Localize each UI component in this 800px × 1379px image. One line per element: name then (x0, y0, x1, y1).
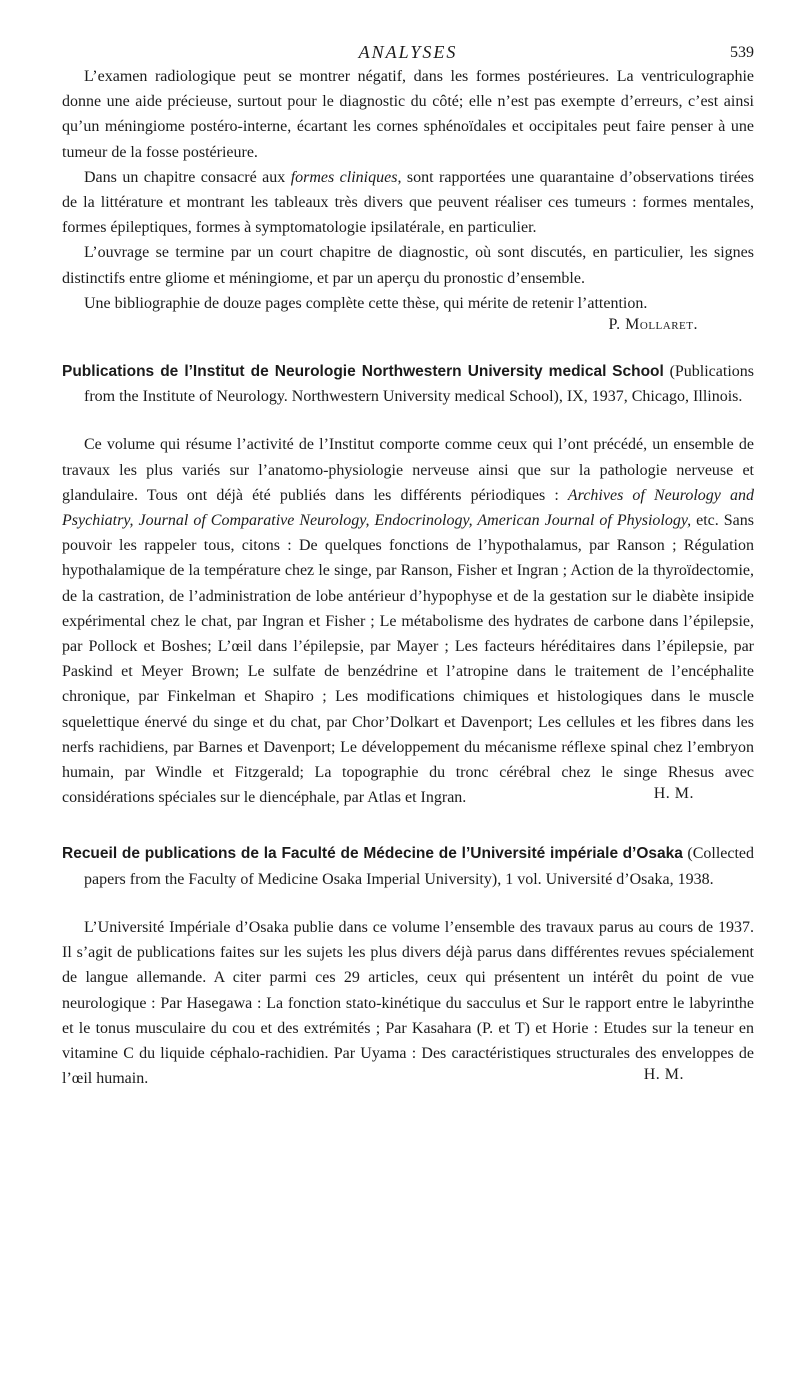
running-title: ANALYSES (358, 42, 458, 62)
running-header (62, 38, 754, 64)
reviewer-signature: H. M. (643, 1066, 684, 1084)
paragraph: L’examen radiologique peut se montrer négatif, dans les formes postérieures. La ventriculographie donne une aide précieuse, surtout pour le diagnostic du côté; elle n’est pas exempte d’erreurs, c’est ainsi qu’un méningiome postéro-interne, écartant les cornes sphénoïdales et occipitales peut faire penser à une tumeur de la fosse postérieure. (62, 68, 754, 161)
review-body: Ce volume qui résume l’activité de l’Institut comporte comme ceux qui l’ont précédé, un ensemble de travaux les plus variés sur l’anatomo-physiologie nerveuse ainsi que sur la pathologie nerveuse et glandulaire. Tous ont déjà été publiés dans les différents périodiques : Archives of Neurology and Psychiatry, Journal of Comparative Neurology, Endocrinology, American Journal of Physiology, etc. Sans pouvoir les rappeler tous, citons : De quelques fonctions de l’hypothalamus, par Ranson ; Régulation hypothalamique de la température chez le singe, par Ranson, Fisher et Ingran ; Action de la thyroïdectomie, de la castration, de l’administration de lobe antérieur d’hypophyse et de la gestation sur le diabète insipide expérimental chez le chat, par Ingran et Fisher ; Le métabolisme des hydrates de carbone dans l’épilepsie, par Pollock et Boshes; L’œil dans l’épilepsie, par Mayer ; Les facteurs héréditaires dans l’épilepsie, par Paskind et Meyer Brown; Le sulfate de benzédrine et l’atropine dans le traitement de l’encéphalite chronique, par Finkelman et Shapiro ; Les modifications chimiques et histologiques dans le muscle squelettique énervé du singe et du chat, par Chor’Dolkart et Davenport; Les cellules et les fibres dans les nerfs rachidiens, par Barnes et Davenport; Le développement du mécanisme réflexe spinal chez l’embryon humain, par Windle et Fitzgerald; La topographie du tronc cérébral chez le singe Rhesus avec considérations spéciales sur le diencéphale, par Atlas et Ingran. (62, 436, 755, 807)
review-title-bold-continued: d’Osaka (622, 845, 683, 863)
closing-paragraph: Une bibliographie de douze pages complète cette thèse, qui mérite de retenir l’attention. (84, 294, 648, 312)
reviewer-signature: P. Mollaret. (608, 316, 698, 334)
paragraph: Dans un chapitre consacré aux formes cliniques, sont rapportées une quarantaine d’observations tirées de la littérature et montrant les tableaux très divers que peuvent réaliser ces tumeurs : formes mentales, formes épileptiques, formes à symptomatologie ipsilatérale, en particulier. (62, 168, 754, 237)
paragraph: L’ouvrage se termine par un court chapitre de diagnostic, où sont discutés, en particulier, les signes distinctifs entre gliome et méningiome, et par un aperçu du pronostic d’ensemble. (62, 244, 754, 287)
italic-term: formes cliniques (290, 168, 398, 186)
review-osaka (62, 841, 754, 1091)
review-body: L’Université Impériale d’Osaka publie dans ce volume l’ensemble des travaux parus au cours de 1937. Il s’agit de publications faites sur les sujets les plus divers déjà parus dans différentes revues spécialement de langue allemande. A citer parmi ces 29 articles, ceux qui présentent un intérêt du point de vue neurologique : Par Hasegawa : La fonction stato-kinétique du sacculus et Sur le rapport entre le labyrinthe et le tonus musculaire du cou et des extrémités ; Par Kasahara (P. et T) et Horie : Etudes sur la teneur en vitamine C du liquide céphalo-rachidien. Par Uyama : Des caractéristiques structurales des enveloppes de l’œil humain. (62, 918, 754, 1088)
journal-list: Archives of Neurology and Psychiatry, Journal of Comparative Neurology, Endocrinology, American Journal of Physiology, (62, 486, 755, 530)
review-title-bold-continued: School (612, 363, 664, 381)
review-title-bold: Publications de l’Institut de Neurologie Northwestern University medical (62, 363, 607, 381)
journal-page (62, 38, 754, 1091)
review-northwestern (62, 359, 754, 810)
review-citation: (Publications from the Institute of Neurology. Northwestern University medical School), IX, 1937, Chicago, Illinois. (84, 363, 754, 406)
review-title (62, 359, 754, 409)
page-number: 539 (730, 44, 754, 61)
review-title-bold: Recueil de publications de la Faculté de Médecine de l’Université impériale (62, 845, 619, 863)
reviewer-signature: H. M. (653, 785, 694, 803)
signature-line (62, 316, 754, 334)
review-citation: (Collected papers from the Faculty of Medicine Osaka Imperial University), 1 vol. Université d’Osaka, 1938. (84, 845, 755, 888)
review-continuation (62, 64, 754, 334)
review-title (62, 841, 754, 891)
